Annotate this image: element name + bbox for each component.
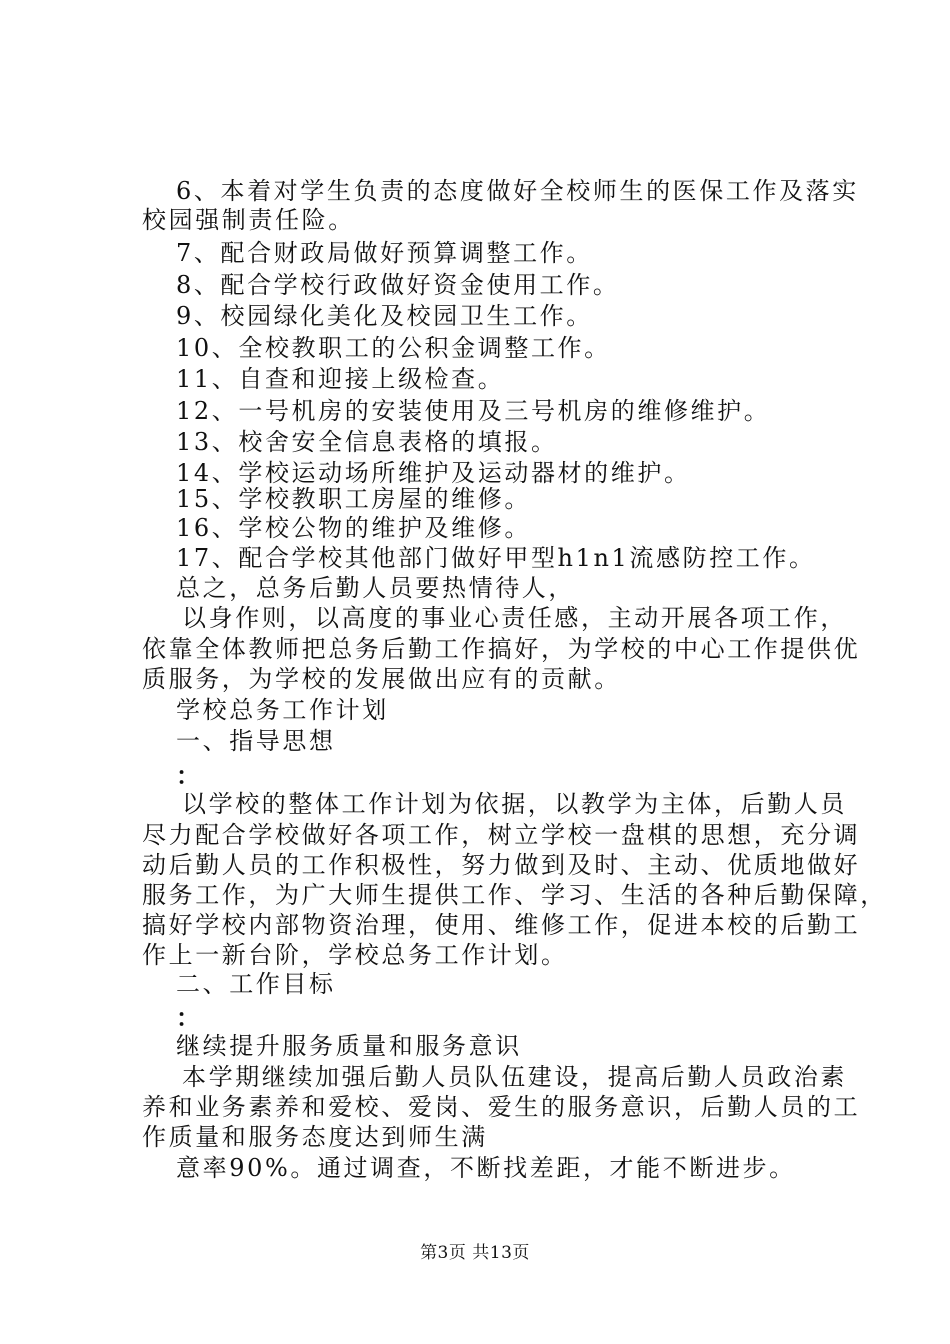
- text-line: 尽力配合学校做好各项工作，树立学校一盘棋的思想，充分调: [142, 821, 861, 849]
- text-line: 以身作则，以高度的事业心责任感，主动开展各项工作，: [182, 604, 847, 632]
- text-line: 12、一号机房的安装使用及三号机房的维修维护。: [176, 397, 771, 425]
- text-line: 以学校的整体工作计划为依据，以教学为主体，后勤人员: [182, 790, 847, 818]
- text-line: 质服务，为学校的发展做出应有的贡献。: [142, 665, 621, 693]
- text-line: 17、配合学校其他部门做好甲型h1n1流感防控工作。: [176, 544, 816, 572]
- colon-mark: ：: [176, 761, 200, 790]
- section-heading: 一、指导思想: [176, 727, 336, 755]
- text-line: 本学期继续加强后勤人员队伍建设，提高后勤人员政治素: [182, 1063, 847, 1091]
- text-line: 动后勤人员的工作积极性，努力做到及时、主动、优质地做好: [142, 851, 861, 879]
- text-line: 学校总务工作计划: [176, 696, 389, 724]
- text-line: 16、学校公物的维护及维修。: [176, 514, 531, 542]
- text-line: 9、校园绿化美化及校园卫生工作。: [176, 302, 593, 330]
- text-line: 6、本着对学生负责的态度做好全校师生的医保工作及落实: [176, 177, 859, 205]
- text-line: 服务工作，为广大师生提供工作、学习、生活的各种后勤保障，: [142, 881, 887, 909]
- section-heading: 二、工作目标: [176, 970, 336, 998]
- text-line: 总之，总务后勤人员要热情待人，: [176, 574, 575, 602]
- text-line: 养和业务素养和爱校、爱岗、爱生的服务意识，后勤人员的工: [142, 1093, 861, 1121]
- text-line: 依靠全体教师把总务后勤工作搞好，为学校的中心工作提供优: [142, 635, 861, 663]
- colon-mark: ：: [176, 1003, 200, 1032]
- text-line: 搞好学校内部物资治理，使用、维修工作，促进本校的后勤工: [142, 911, 861, 939]
- text-line: 15、学校教职工房屋的维修。: [176, 485, 531, 513]
- text-line: 10、全校教职工的公积金调整工作。: [176, 334, 611, 362]
- text-line: 继续提升服务质量和服务意识: [176, 1032, 522, 1060]
- text-line: 14、学校运动场所维护及运动器材的维护。: [176, 459, 691, 487]
- text-line: 作质量和服务态度达到师生满: [142, 1123, 488, 1151]
- text-line: 校园强制责任险。: [142, 206, 355, 234]
- page-number-footer: 第3页 共13页: [420, 1243, 530, 1263]
- text-line: 意率90%。通过调查，不断找差距，才能不断进步。: [176, 1154, 796, 1182]
- text-line: 8、配合学校行政做好资金使用工作。: [176, 271, 620, 299]
- text-line: 11、自查和迎接上级检查。: [176, 365, 505, 393]
- text-line: 7、配合财政局做好预算调整工作。: [176, 239, 593, 267]
- text-line: 作上一新台阶，学校总务工作计划。: [142, 941, 568, 969]
- text-line: 13、校舍安全信息表格的填报。: [176, 428, 558, 456]
